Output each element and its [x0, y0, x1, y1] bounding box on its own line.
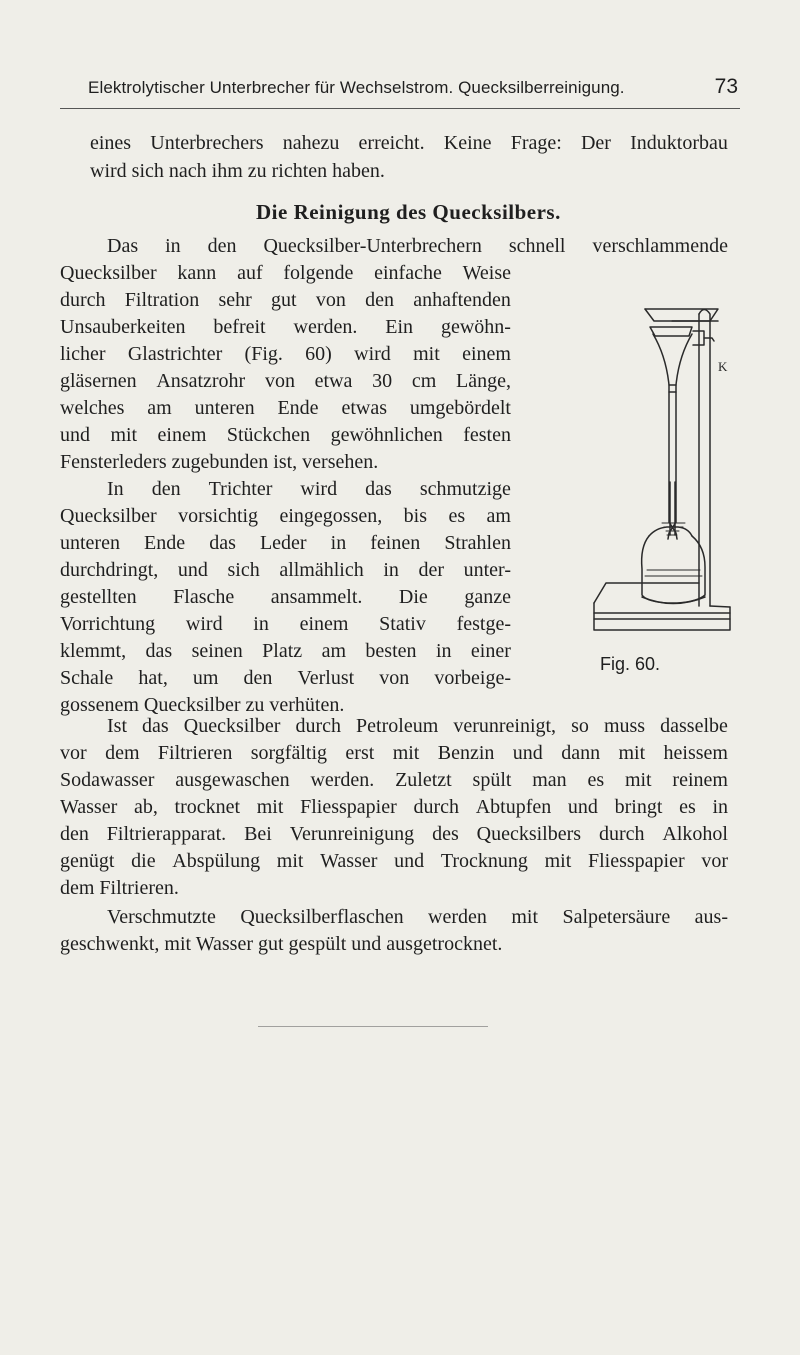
text-line: durchdringt, und sich allmählich in der unter- [60, 559, 511, 581]
figure-caption: Fig. 60. [600, 654, 661, 674]
figure-label-k: K [718, 359, 728, 374]
text-line: Quecksilber kann auf folgende einfache Weise [60, 262, 511, 284]
text-line: dem Filtrieren. [60, 877, 179, 899]
text-line: licher Glastrichter (Fig. 60) wird mit einem [60, 343, 511, 365]
text-line: Sodawasser ausgewaschen werden. Zuletzt spült man es mit reinem [60, 769, 728, 791]
funnel-neck [669, 385, 676, 392]
text-line: Das in den Quecksilber-Unterbrechern schnell verschlammende [107, 235, 728, 257]
text-line: durch Filtration sehr gut von den anhaftenden [60, 289, 511, 311]
text-line: Unsauberkeiten befreit werden. Ein gewöhn- [60, 316, 511, 338]
text-line: und mit einem Stückchen gewöhnlichen festen [60, 424, 511, 446]
text-line: gestellten Flasche ansammelt. Die ganze [60, 586, 511, 608]
funnel-collar [650, 327, 692, 336]
text-line: Fensterleders zugebunden ist, versehen. [60, 451, 379, 473]
stand-base-top [594, 583, 699, 603]
stand-base-side [710, 606, 730, 607]
text-line: wird sich nach ihm zu richten haben. [90, 160, 385, 182]
section-heading: Die Reinigung des Quecksilbers. [256, 200, 561, 224]
page-number: 73 [714, 75, 738, 98]
text-line: Quecksilber vorsichtig eingegossen, bis es am [60, 505, 511, 527]
text-line: Verschmutzte Quecksilberflaschen werden mit Salpetersäure aus- [107, 906, 728, 928]
bottom-rule [258, 1026, 488, 1027]
text-line: den Filtrierapparat. Bei Verunreinigung des Quecksilbers durch Alkohol [60, 823, 728, 845]
header-rule [60, 108, 740, 109]
text-line: Schale hat, um den Verlust von vorbeige- [60, 667, 511, 689]
clamp-screw [704, 338, 714, 341]
text-line: geschwenkt, mit Wasser gut gespült und ausgetrocknet. [60, 933, 503, 955]
running-head: Elektrolytischer Unterbrecher für Wechselstrom. Quecksilberreinigung. [88, 78, 625, 97]
text-line: Wasser ab, trocknet mit Fliesspapier durch Abtupfen und bringt es in [60, 796, 728, 818]
text-line: welches am unteren Ende etwas umgebördelt [60, 397, 511, 419]
text-line: vor dem Filtrieren sorgfältig erst mit Benzin und dann mit heissem [60, 742, 728, 764]
text-line: gläsernen Ansatzrohr von etwa 30 cm Länge, [60, 370, 511, 392]
text-line: In den Trichter wird das schmutzige [107, 478, 511, 500]
bottle-level [645, 570, 702, 576]
text-line: genügt die Abspülung mit Wasser und Trocknung mit Fliesspapier vor [60, 850, 728, 872]
stand-base-lines [594, 613, 730, 619]
funnel-right [668, 334, 692, 539]
text-line: klemmt, das seinen Platz am besten in einer [60, 640, 511, 662]
funnel-filter-drawing [528, 277, 734, 637]
text-line: Vorrichtung wird in einem Stativ festge- [60, 613, 511, 635]
text-line: Ist das Quecksilber durch Petroleum verunreinigt, so muss dasselbe [107, 715, 728, 737]
stand-base-front [594, 603, 730, 630]
funnel-left [653, 334, 677, 539]
text-line: eines Unterbrechers nahezu erreicht. Keine Frage: Der Induktorbau [90, 132, 728, 154]
page-header [60, 70, 740, 110]
text-line: unteren Ende das Leder in feinen Strahlen [60, 532, 511, 554]
text-line: gossenem Quecksilber zu verhüten. [60, 694, 345, 716]
funnel-filter-figure [528, 277, 734, 637]
